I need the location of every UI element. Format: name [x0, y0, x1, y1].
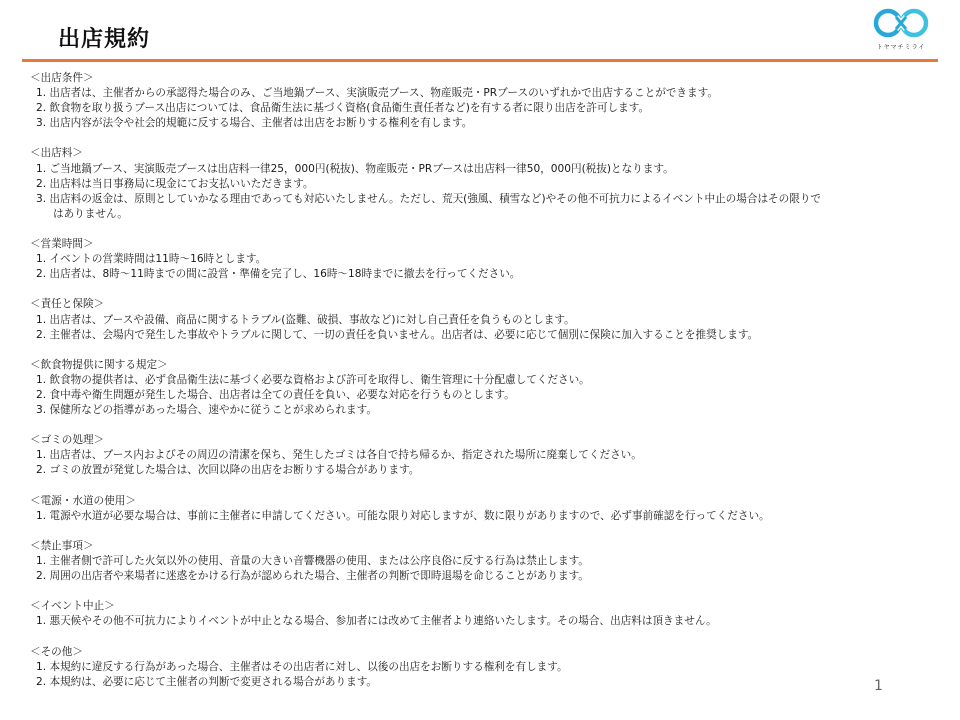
list-item: 1. 主催者側で許可した火気以外の使用、音量の大きい音響機器の使用、または公序良俗に反する行為は禁止します。 — [36, 555, 589, 567]
terms-body — [30, 71, 940, 690]
section-inshoku-kitei — [30, 358, 940, 418]
section-eigyou-jikan — [30, 237, 940, 282]
list-item: 3. 保健所などの指導があった場合、速やかに従うことが求められます。 — [36, 404, 377, 417]
list-item: 3. 出店料の返金は、原則としていかなる理由であっても対応いたしません。ただし、荒天(強風、積雪など)やその他不可抗力によるイベント中止の場合はその限りで — [36, 192, 822, 205]
list-item: 1. 飲食物の提供者は、必ず食品衛生法に基づく必要な資格および許可を取得し、衛生管理に十分配慮してください。 — [36, 373, 590, 386]
section-title: ＜出店料＞ — [30, 147, 83, 160]
list-item: 1. 電源や水道が必要な場合は、事前に主催者に申請してください。可能な限り対応しますが、数に限りがありますので、必ず事前確認を行ってください。 — [36, 509, 770, 522]
section-title: ＜禁止事項＞ — [30, 539, 94, 552]
section-title: ＜ゴミの処理＞ — [30, 434, 105, 447]
page-title: 出店規約 — [58, 27, 151, 52]
list-item: 2. 出店料は当日事務局に現金にてお支払いいただきます。 — [36, 177, 314, 190]
list-item: 1. ご当地鍋ブース、実演販売ブースは出店料一律25，000円(税抜)、物産販売・PRブースは出店料一律50，000円(税抜)となります。 — [36, 162, 674, 175]
list-item: 1. 出店者は、ブースや設備、商品に関するトラブル(盗難、破損、事故など)に対し自己責任を負うものとします。 — [36, 313, 575, 326]
section-shutten-ryou — [30, 146, 940, 221]
section-title: ＜電源・水道の使用＞ — [30, 494, 136, 507]
section-dengen-suidou — [30, 494, 940, 524]
section-sekinin-hoken — [30, 297, 940, 342]
section-event-chuushi — [30, 599, 940, 629]
list-item: 2. 周囲の出店者や来場者に迷惑をかける行為が認められた場合、主催者の判断で即時退場を命じることがあります。 — [36, 570, 589, 583]
header-divider — [22, 59, 938, 62]
logo-text: トヤマチミライ — [876, 44, 926, 51]
list-item: 2. 主催者は、会場内で発生した事故やトラブルに関して、一切の責任を負いません。出店者は、必要に応じて個別に保険に加入することを推奨します。 — [36, 328, 759, 341]
section-title: ＜その他＞ — [30, 645, 83, 658]
section-title: ＜イベント中止＞ — [30, 600, 115, 613]
list-item-continuation: はありません。 — [53, 207, 128, 220]
list-item: 2. 本規約は、必要に応じて主催者の判断で変更される場合があります。 — [36, 675, 378, 688]
section-gomi-shori — [30, 433, 940, 478]
section-shutten-jouken — [30, 71, 940, 131]
list-item: 2. 出店者は、8時～11時までの間に設営・準備を完了し、16時～18時までに撤去を行ってください。 — [36, 268, 521, 281]
list-item: 2. ゴミの放置が発覚した場合は、次回以降の出店をお断りする場合があります。 — [36, 464, 420, 477]
list-item: 1. 本規約に違反する行為があった場合、主催者はその出店者に対し、以後の出店をお断りする権利を有します。 — [36, 660, 568, 673]
brand-logo — [868, 6, 934, 56]
section-title: ＜飲食物提供に関する規定＞ — [30, 358, 168, 371]
section-title: ＜責任と保険＞ — [30, 298, 105, 311]
list-item: 1. 出店者は、主催者からの承認得た場合のみ、ご当地鍋ブース、実演販売ブース、物産販売・PRブースのいずれかで出店することができます。 — [36, 87, 718, 100]
infinity-logo-icon — [868, 6, 934, 40]
section-kinshi-jikou — [30, 539, 940, 584]
list-item: 1. 出店者は、ブース内およびその周辺の清潔を保ち、発生したゴミは各自で持ち帰るか、指定された場所に廃棄してください。 — [36, 449, 642, 462]
section-sonota — [30, 645, 940, 690]
list-item: 3. 出店内容が法令や社会的規範に反する場合、主催者は出店をお断りする権利を有します。 — [36, 117, 473, 130]
page-number: 1 — [874, 678, 883, 694]
list-item: 2. 飲食物を取り扱うブース出店については、食品衛生法に基づく資格(食品衛生責任者など)を有する者に限り出店を許可します。 — [36, 102, 650, 115]
list-item: 1. 悪天候やその他不可抗力によりイベントが中止となる場合、参加者には改めて主催者より連絡いたします。その場合、出店料は頂きません。 — [36, 615, 717, 628]
section-title: ＜営業時間＞ — [30, 238, 94, 251]
list-item: 1. イベントの営業時間は11時～16時とします。 — [36, 253, 267, 266]
section-title: ＜出店条件＞ — [30, 72, 94, 84]
list-item: 2. 食中毒や衛生問題が発生した場合、出店者は全ての責任を負い、必要な対応を行うものとします。 — [36, 388, 515, 401]
